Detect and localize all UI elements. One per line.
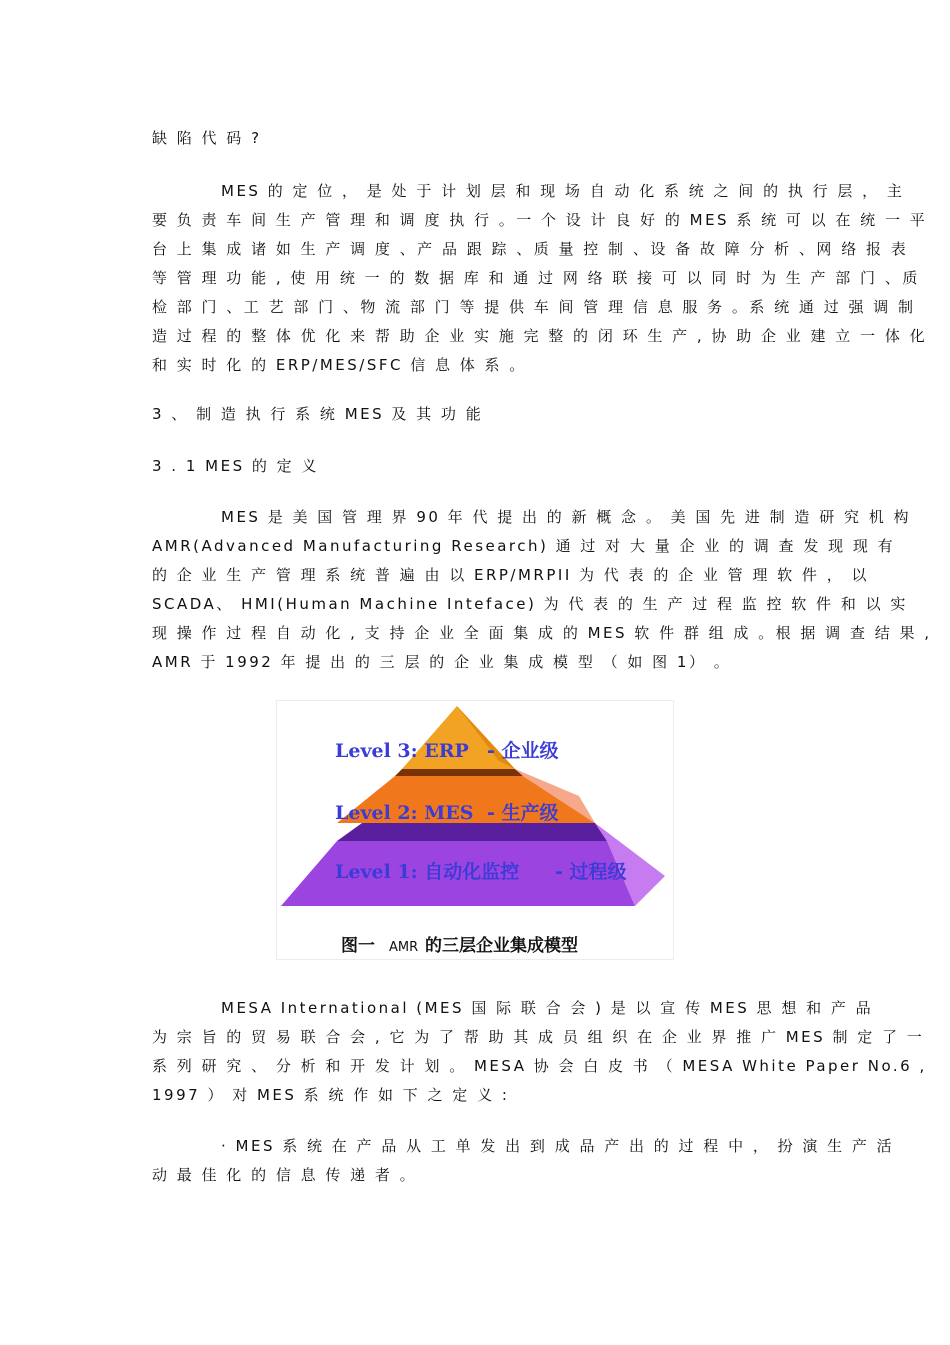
text-line: 为 宗 旨 的 贸 易 联 合 会 , 它 为 了 帮 助 其 成 员 组 织 在 企 业 界 推 广 MES 制 定 了 一 xyxy=(152,1028,925,1046)
level1-label: Level 1: 自动化监控 xyxy=(335,861,520,883)
text-line: 动 最 佳 化 的 信 息 传 递 者 。 xyxy=(152,1166,418,1184)
text-line: 1997 ） 对 MES 系 统 作 如 下 之 定 义 : xyxy=(152,1086,510,1104)
pyramid-level2-top xyxy=(395,769,523,776)
section-heading: 3 、 制 造 执 行 系 统 MES 及 其 功 能 xyxy=(152,405,484,423)
text-line: 的 企 业 生 产 管 理 系 统 普 遍 由 以 ERP/MRPII 为 代 表 的 企 业 管 理 软 件 ， 以 xyxy=(152,566,869,584)
text-line: 检 部 门 、工 艺 部 门 、物 流 部 门 等 提 供 车 间 管 理 信 息 服 务 。系 统 通 过 强 调 制 xyxy=(152,298,916,316)
level2-label: Level 2: MES xyxy=(335,802,474,824)
level3-label: Level 3: ERP xyxy=(335,740,469,762)
level2-cn-label: - 生产级 xyxy=(487,802,559,824)
text-line: 系 列 研 究 、 分 析 和 开 发 计 划 。 MESA 协 会 白 皮 书 （ MESA White Paper No.6 , xyxy=(152,1057,927,1075)
text-line: 等 管 理 功 能 , 使 用 统 一 的 数 据 库 和 通 过 网 络 联 接 可 以 同 时 为 生 产 部 门 、质 xyxy=(152,269,920,287)
text-line: 缺 陷 代 码 ? xyxy=(152,129,262,147)
text-line: MES 的 定 位 ， 是 处 于 计 划 层 和 现 场 自 动 化 系 统 之 间 的 执 行 层 ， 主 xyxy=(221,182,905,200)
text-line: MESA International (MES 国 际 联 合 会 ) 是 以 宣 传 MES 思 想 和 产 品 xyxy=(221,999,874,1017)
text-line: SCADA、 HMI(Human Machine Inteface) 为 代 表 的 生 产 过 程 监 控 软 件 和 以 实 xyxy=(152,595,908,613)
text-line: 台 上 集 成 诸 如 生 产 调 度 、产 品 跟 踪 、质 量 控 制 、设 备 故 障 分 析 、网 络 报 表 xyxy=(152,240,909,258)
subsection-heading: 3 . 1 MES 的 定 义 xyxy=(152,457,319,475)
pyramid-diagram xyxy=(277,701,673,959)
level3-cn-label: - 企业级 xyxy=(487,740,559,762)
level1-cn-label: - 过程级 xyxy=(555,861,627,883)
text-line: AMR(Advanced Manufacturing Research) 通 过 对 大 量 企 业 的 调 查 发 现 现 有 xyxy=(152,537,896,555)
text-line: MES 是 美 国 管 理 界 90 年 代 提 出 的 新 概 念 。 美 国 先 进 制 造 研 究 机 构 xyxy=(221,508,912,526)
text-line: 现 操 作 过 程 自 动 化 , 支 持 企 业 全 面 集 成 的 MES 软 件 群 组 成 。根 据 调 查 结 果 , xyxy=(152,624,932,642)
text-line: 和 实 时 化 的 ERP/MES/SFC 信 息 体 系 。 xyxy=(152,356,527,374)
text-line: AMR 于 1992 年 提 出 的 三 层 的 企 业 集 成 模 型 （ 如 图 1） 。 xyxy=(152,653,732,671)
amr-pyramid-figure xyxy=(276,700,674,960)
bullet-line: · MES 系 统 在 产 品 从 工 单 发 出 到 成 品 产 出 的 过 程 中 ， 扮 演 生 产 活 xyxy=(221,1137,895,1155)
figure-caption-prefix: 图一 xyxy=(341,936,375,956)
figure-caption-amr: AMR xyxy=(389,940,419,955)
figure-caption-text: 的三层企业集成模型 xyxy=(425,936,578,956)
text-line: 造 过 程 的 整 体 优 化 来 帮 助 企 业 实 施 完 整 的 闭 环 生 产 , 协 助 企 业 建 立 一 体 化 xyxy=(152,327,928,345)
text-line: 要 负 责 车 间 生 产 管 理 和 调 度 执 行 。一 个 设 计 良 好 的 MES 系 统 可 以 在 统 一 平 xyxy=(152,211,928,229)
pyramid-level1-top xyxy=(337,823,607,841)
